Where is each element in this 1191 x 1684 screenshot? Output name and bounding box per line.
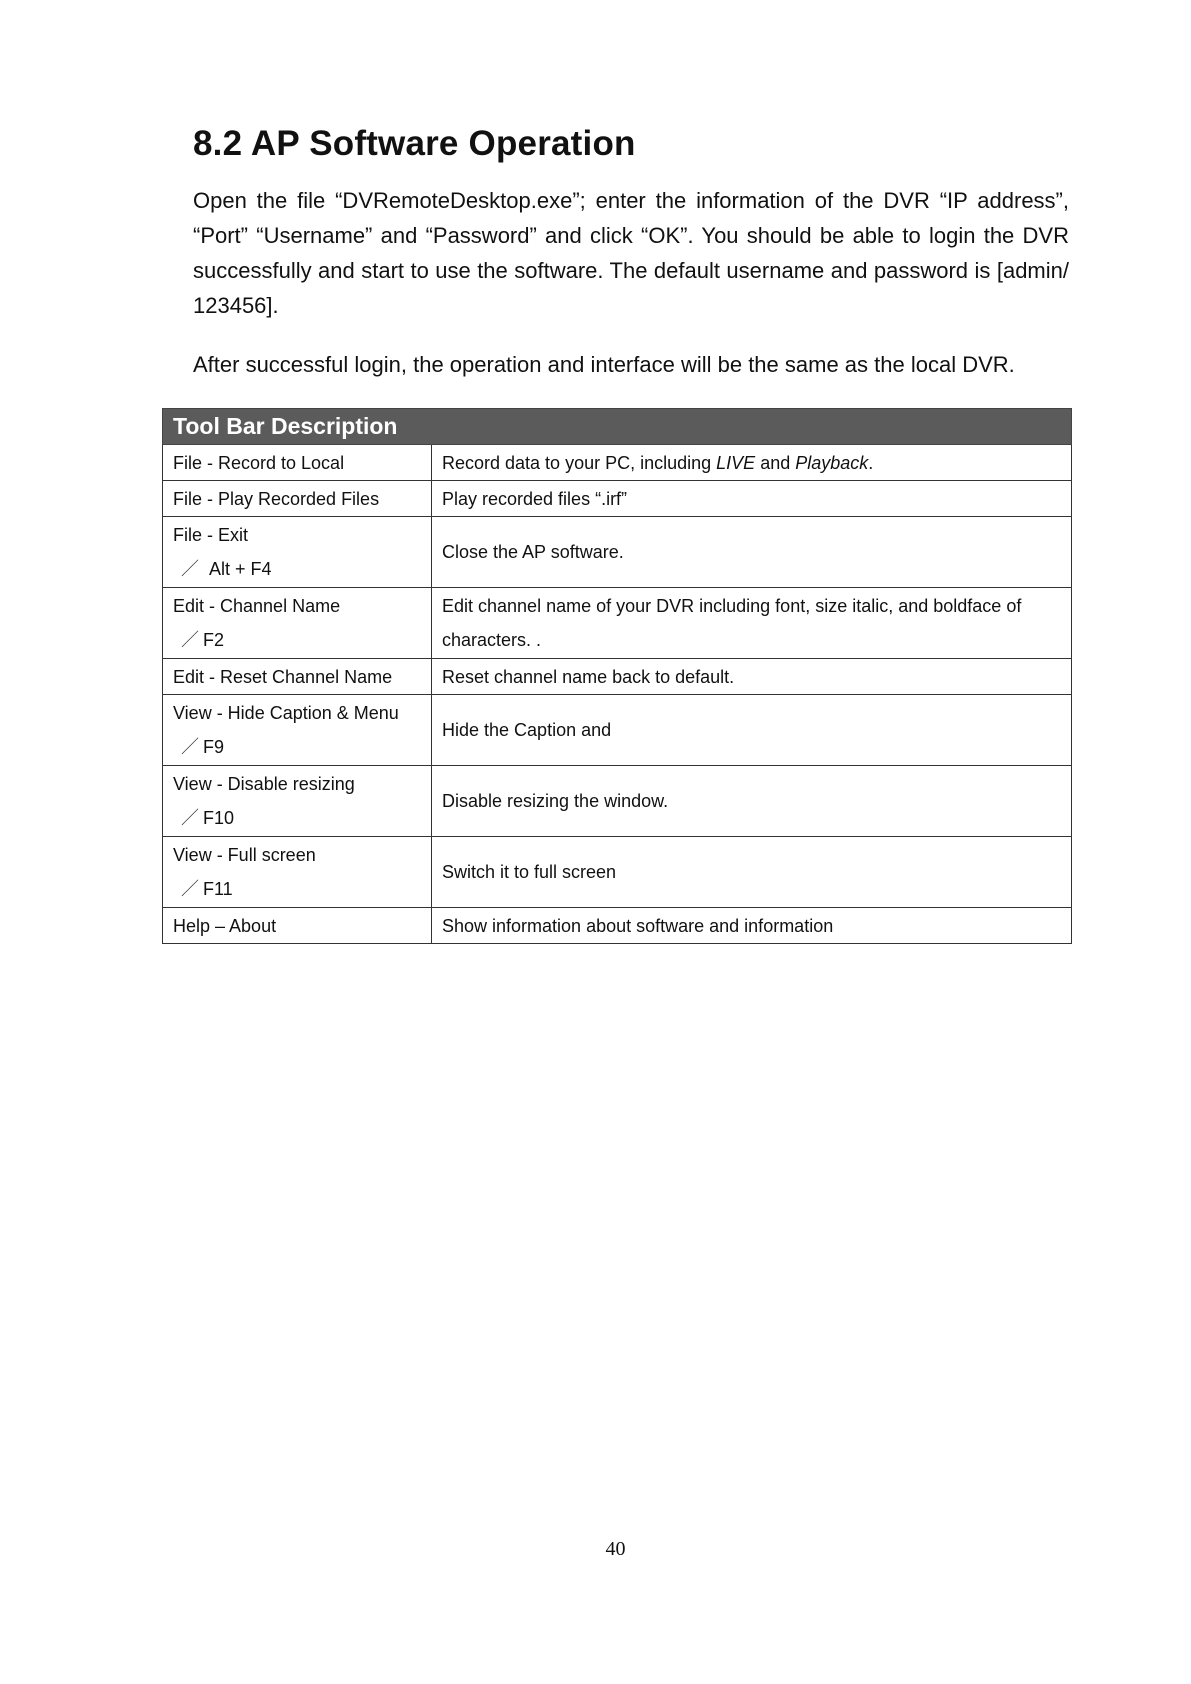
live-emphasis: LIVE bbox=[716, 452, 756, 473]
page-number: 40 bbox=[605, 1538, 626, 1560]
table-row bbox=[163, 908, 1072, 944]
menu-cell bbox=[163, 766, 432, 837]
table-row bbox=[163, 481, 1072, 517]
shortcut-key: ／ F11 bbox=[181, 879, 233, 899]
menu-label: View - Full screen bbox=[173, 845, 316, 865]
menu-label: Help – About bbox=[173, 915, 277, 936]
menu-label: File - Exit bbox=[173, 525, 249, 545]
login-note-paragraph: After successful login, the operation and interface will be the same as the local DVR. bbox=[193, 352, 1015, 377]
table-row bbox=[163, 588, 1072, 659]
menu-label: File - Record to Local bbox=[173, 452, 345, 473]
menu-label: Edit - Reset Channel Name bbox=[173, 666, 393, 687]
section-heading: 8.2 AP Software Operation bbox=[193, 124, 636, 163]
table-row bbox=[163, 517, 1072, 588]
menu-cell bbox=[163, 445, 432, 481]
table-row bbox=[163, 659, 1072, 695]
description-cell: Disable resizing the window. bbox=[432, 766, 1072, 837]
menu-label: View - Disable resizing bbox=[173, 774, 355, 794]
playback-emphasis: Playback bbox=[795, 452, 869, 473]
description-cell: Show information about software and information bbox=[432, 908, 1072, 944]
menu-cell bbox=[163, 588, 432, 659]
description-cell: Hide the Caption and bbox=[432, 695, 1072, 766]
menu-cell bbox=[163, 517, 432, 588]
toolbar-description-table bbox=[162, 408, 1072, 944]
description-cell: Play recorded files “.irf” bbox=[432, 481, 1072, 517]
table-header: Tool Bar Description bbox=[163, 409, 1072, 445]
table-row bbox=[163, 445, 1072, 481]
description-cell: Close the AP software. bbox=[432, 517, 1072, 588]
menu-label: Edit - Channel Name bbox=[173, 596, 341, 616]
shortcut-key: ／ F10 bbox=[181, 808, 235, 828]
table-row bbox=[163, 766, 1072, 837]
menu-cell bbox=[163, 481, 432, 517]
menu-cell bbox=[163, 908, 432, 944]
menu-label: File - Play Recorded Files bbox=[173, 488, 380, 509]
description-cell: Switch it to full screen bbox=[432, 837, 1072, 908]
description-cell: Reset channel name back to default. bbox=[432, 659, 1072, 695]
table-row bbox=[163, 837, 1072, 908]
shortcut-key: ／ F9 bbox=[181, 737, 225, 757]
description-cell: Edit channel name of your DVR including font, size italic, and boldface of characters. . bbox=[432, 588, 1072, 659]
menu-cell bbox=[163, 659, 432, 695]
menu-cell bbox=[163, 695, 432, 766]
menu-cell bbox=[163, 837, 432, 908]
intro-paragraph: Open the file “DVRemoteDesktop.exe”; enter the information of the DVR “IP address”, “Port” “Username” and “Password” and click “OK”. You should be able to login the DVR successfully and start to use the software. The default username and password is [admin/ 123456]. bbox=[193, 188, 1069, 318]
shortcut-key: ／ Alt + F4 bbox=[181, 559, 272, 579]
table-row bbox=[163, 695, 1072, 766]
description-cell: Record data to your PC, including LIVE and Playback. bbox=[432, 445, 1072, 481]
menu-label: View - Hide Caption & Menu bbox=[173, 703, 399, 723]
shortcut-key: ／ F2 bbox=[181, 630, 225, 650]
